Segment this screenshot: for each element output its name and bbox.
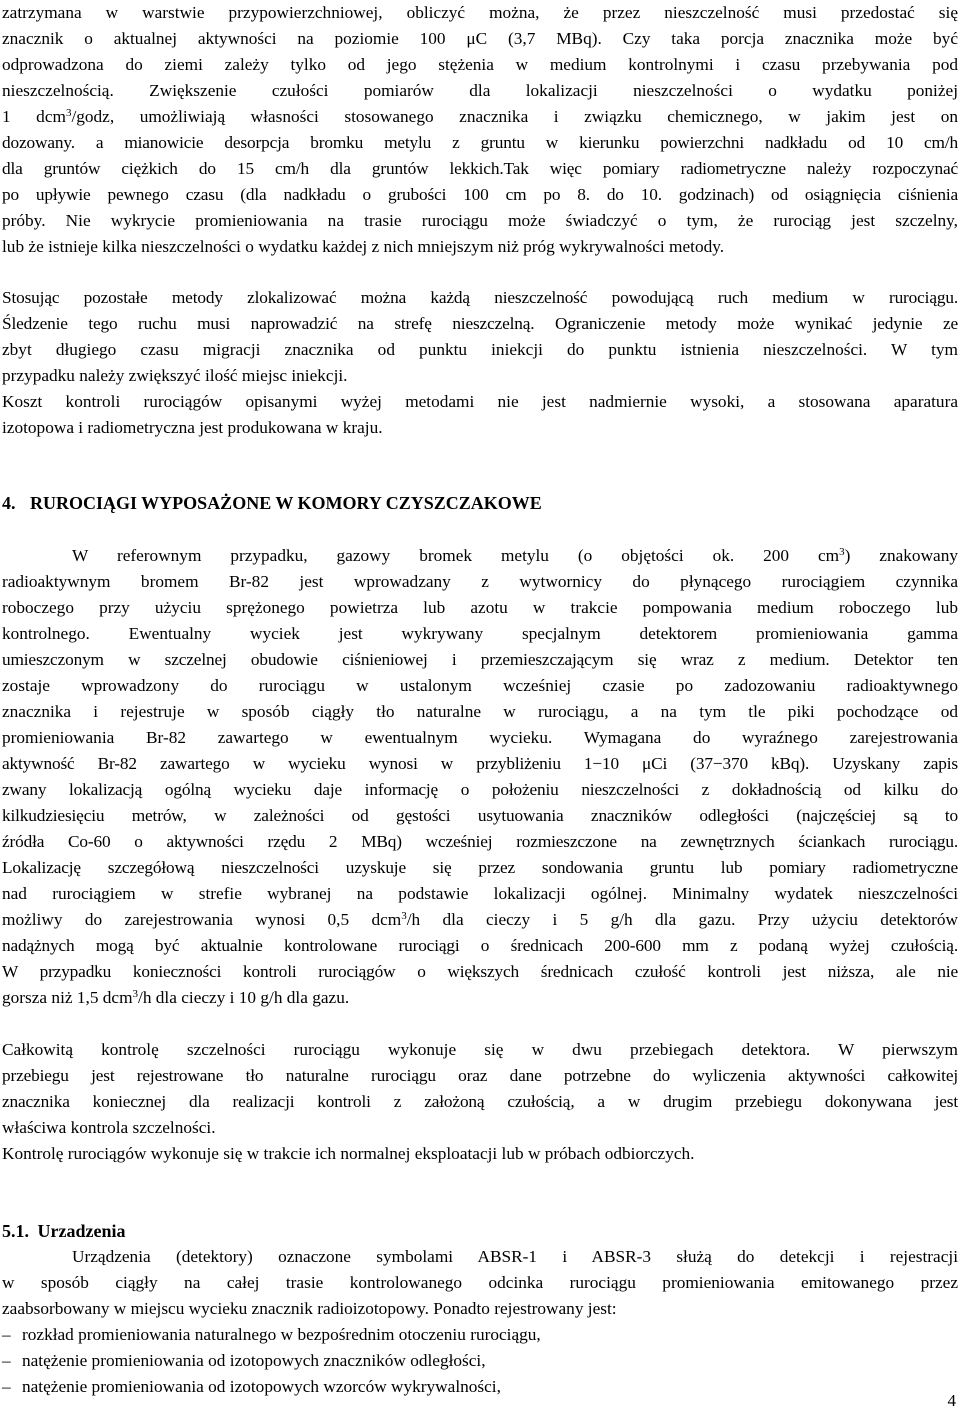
subsection-number: 5.1. [2, 1221, 29, 1241]
superscript: 3 [839, 546, 845, 558]
text-line: zatrzymana w warstwie przypowierzchniowej, obliczyć można, że przez nieszczelność musi przedostać się [2, 3, 958, 22]
section-title: RUROCIĄGI WYPOSAŻONE W KOMORY CZYSZCZAKOWE [30, 493, 542, 513]
text-line-last: lub że istnieje kilka nieszczelności o wydatku każdej z nich mniejszym niż próg wykrywalności metody. [2, 237, 725, 256]
text-line: W przypadku konieczności kontroli rurociągów o większych średnicach czułość kontroli jest niższa, ale nie [2, 962, 958, 981]
section-number: 4. [2, 493, 16, 513]
text-line: aktywność Br-82 zawartego w wycieku wynosi w przybliżeniu 1−10 μCi (37−370 kBq). Uzyskany zapis [2, 754, 958, 773]
text-line: odprowadzona do ziemi zależy tylko od jego stężenia w medium kontrolnymi i czasu przebywania pod [2, 55, 958, 74]
text-line-last: izotopowa i radiometryczna jest produkowana w kraju. [2, 418, 383, 437]
list-item-text: natężenie promieniowania od izotopowych znaczników odległości, [22, 1351, 486, 1370]
text-line: kontrolnego. Ewentualny wyciek jest wykrywany specjalnym detektorem promieniowania gamma [2, 624, 958, 643]
dash-bullet-icon: – [2, 1325, 11, 1344]
list-item [2, 1322, 541, 1348]
text-line: Śledzenie tego ruchu musi naprowadzić na strefę nieszczelną. Ograniczenie metody może wynikać jedynie ze [2, 314, 958, 333]
text-line: znacznika i rejestruje w sposób ciągły tło naturalne w rurociągu, a na tym tle piki pochodzące od [2, 702, 958, 721]
text-line-last [2, 985, 349, 1011]
superscript: 3 [65, 107, 72, 119]
list-item [2, 1348, 486, 1374]
text-fragment: gorsza niż 1,5 dcm [2, 988, 133, 1007]
superscript: 3 [401, 910, 407, 922]
subsection-title: Urzadzenia [37, 1221, 126, 1241]
text-fragment: /godz, umożliwiają własności stosowanego znacznika i związku chemicznego, w jakim jest on [71, 107, 958, 126]
text-line: próby. Nie wykrycie promieniowania na trasie rurociągu może świadczyć o tym, że rurociąg jest szczelny, [2, 211, 958, 230]
text-fragment: /h dla cieczy i 5 g/h dla gazu. Przy użyciu detektorów [406, 910, 958, 929]
dash-bullet-icon: – [2, 1351, 11, 1370]
text-line-last: przypadku należy zwiększyć ilość miejsc iniekcji. [2, 366, 348, 385]
text-line: radioaktywnym bromem Br-82 jest wprowadzany z wytwornicy do płynącego rurociągiem czynnika [2, 572, 958, 591]
list-item [2, 1374, 501, 1400]
text-line-indented: Urządzenia (detektory) oznaczone symbolami ABSR-1 i ABSR-3 służą do detekcji i rejestracji [72, 1247, 958, 1266]
text-line: zwany lokalizacją ogólną wycieku daje informację o położeniu nieszczelności z dokładnością od kilku do [2, 780, 958, 799]
text-line-last: Kontrolę rurociągów wykonuje się w trakcie ich normalnej eksploatacji lub w próbach odbiorczych. [2, 1144, 695, 1163]
text-line: nadążnych mogą być aktualnie kontrolowane rurociągi o średnicach 200-600 mm z podaną wyżej czułością. [2, 936, 958, 955]
text-fragment: W referownym przypadku, gazowy bromek metylu (o objętości ok. 200 cm [72, 546, 840, 565]
text-line: przebiegu jest rejestrowane tło naturalne rurociągu oraz dane potrzebne do wyliczenia aktywności całkowitej [2, 1066, 958, 1085]
text-line: nieszczelnością. Zwiększenie czułości pomiarów dla lokalizacji nieszczelności o wydatku poniżej [2, 81, 958, 100]
text-line: znacznika koniecznej dla realizacji kontroli z założoną czułością, a w drugim przebiegu dokonywana jest [2, 1092, 958, 1111]
text-fragment: /h dla cieczy i 10 g/h dla gazu. [138, 988, 350, 1007]
text-line [2, 104, 958, 130]
text-line [2, 907, 958, 933]
text-fragment: ) znakowany [844, 546, 959, 565]
text-line: Stosując pozostałe metody zlokalizować można każdą nieszczelność powodującą ruch medium w rurociągu. [2, 288, 958, 307]
text-line: nad rurociągiem w strefie wybranej na podstawie lokalizacji ogólnej. Minimalny wydatek nieszczelności [2, 884, 958, 903]
text-line: zbyt długiego czasu migracji znacznika od punktu iniekcji do punktu istnienia nieszczelności. W tym [2, 340, 958, 359]
text-line: dla gruntów ciężkich do 15 cm/h dla gruntów lekkich.Tak więc pomiary radiometryczne należy rozpoczynać [2, 159, 958, 178]
superscript: 3 [132, 988, 139, 1000]
text-line-indented [72, 543, 958, 569]
text-line: Lokalizację szczegółową nieszczelności uzyskuje się przez sondowania gruntu lub pomiary radiometryczne [2, 858, 958, 877]
list-item-text: rozkład promieniowania naturalnego w bezpośrednim otoczeniu rurociągu, [22, 1325, 541, 1344]
text-line: zostaje wprowadzony do rurociągu w ustalonym wcześniej czasie po zadozowaniu radioaktywnego [2, 676, 958, 695]
section-heading [2, 490, 542, 516]
text-line: dozowany. a mianowicie desorpcja bromku metylu z gruntu w kierunku powierzchni nadkładu od 10 cm/h [2, 133, 958, 152]
list-item-text: natężenie promieniowania od izotopowych wzorców wykrywalności, [22, 1377, 501, 1396]
text-fragment: 1 dcm [2, 107, 66, 126]
text-line: promieniowania Br-82 zawartego w ewentualnym wycieku. Wymagana do wyraźnego zarejestrowania [2, 728, 958, 747]
text-line: źródła Co-60 o aktywności rzędu 2 MBq) wcześniej rozmieszczone na zewnętrznych ściankach rurociągu. [2, 832, 958, 851]
text-line-last: zaabsorbowany w miejscu wycieku znacznik radioizotopowy. Ponadto rejestrowany jest: [2, 1299, 617, 1318]
text-line: w sposób ciągły na całej trasie kontrolowanego odcinka rurociągu promieniowania emitowanego przez [2, 1273, 958, 1292]
dash-bullet-icon: – [2, 1377, 11, 1396]
page-number: 4 [947, 1391, 956, 1410]
text-line: kilkudziesięciu metrów, w zależności od gęstości usytuowania znaczników odległości (najczęściej są to [2, 806, 958, 825]
text-line: Całkowitą kontrolę szczelności rurociągu wykonuje się w dwu przebiegach detektora. W pierwszym [2, 1040, 958, 1059]
text-line: Koszt kontroli rurociągów opisanymi wyżej metodami nie jest nadmiernie wysoki, a stosowana aparatura [2, 392, 958, 411]
text-line: znacznik o aktualnej aktywności na poziomie 100 μC (3,7 MBq). Czy taka porcja znacznika może być [2, 29, 958, 48]
text-line: po upływie pewnego czasu (dla nadkładu o grubości 100 cm po 8. do 10. godzinach) od osiągnięcia ciśnienia [2, 185, 958, 204]
text-line-last: właściwa kontrola szczelności. [2, 1118, 216, 1137]
subsection-heading [2, 1218, 125, 1244]
text-line: roboczego przy użyciu sprężonego powietrza lub azotu w trakcie pompowania medium roboczego lub [2, 598, 958, 617]
text-line: umieszczonym w szczelnej obudowie ciśnieniowej i przemieszczającym się wraz z medium. Detektor ten [2, 650, 958, 669]
text-fragment: możliwy do zarejestrowania wynosi 0,5 dcm [2, 910, 402, 929]
